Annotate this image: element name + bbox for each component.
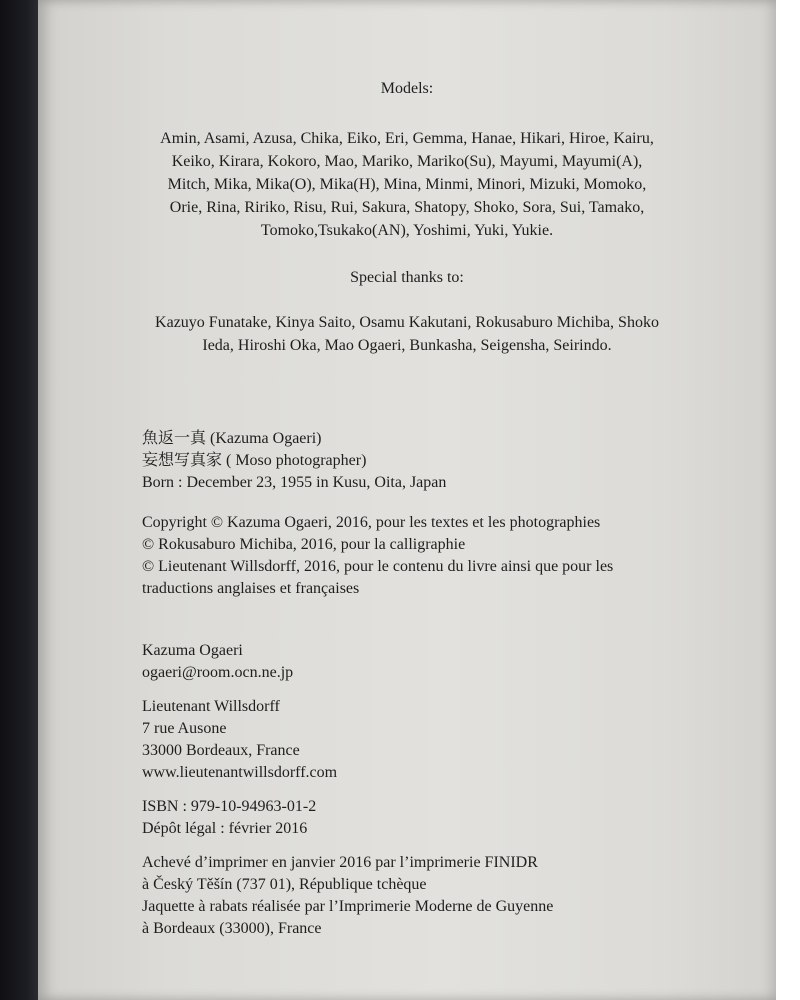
copyright-line: © Lieutenant Willsdorff, 2016, pour le contenu du livre ainsi que pour les xyxy=(142,558,614,575)
publisher-website: www.lieutenantwillsdorff.com xyxy=(142,764,338,781)
publisher-block xyxy=(142,696,337,784)
thanks-heading: Special thanks to: xyxy=(350,269,464,286)
thanks-list xyxy=(38,311,776,357)
copyright-line: traductions anglaises et françaises xyxy=(142,580,360,597)
author-name: 魚返一真 (Kazuma Ogaeri) xyxy=(142,430,322,447)
isbn-number: ISBN : 979-10-94963-01-2 xyxy=(142,798,317,815)
models-heading: Models: xyxy=(380,80,434,97)
copyright-line: Copyright © Kazuma Ogaeri, 2016, pour les textes et les photographies xyxy=(142,514,601,531)
printing-line: Jaquette à rabats réalisée par l’Imprimerie Moderne de Guyenne xyxy=(142,898,554,915)
contact-block xyxy=(142,640,293,684)
author-block xyxy=(142,428,446,494)
printing-line: à Bordeaux (33000), France xyxy=(142,920,322,937)
book-spine-shadow xyxy=(0,0,38,1000)
thanks-line: Kazuyo Funatake, Kinya Saito, Osamu Kakutani, Rokusaburo Michiba, Shoko xyxy=(155,314,659,331)
isbn-block xyxy=(142,796,316,840)
printing-block xyxy=(142,852,553,940)
copyright-line: © Rokusaburo Michiba, 2016, pour la calligraphie xyxy=(142,536,466,553)
background-margin xyxy=(776,0,800,1000)
models-line: Mitch, Mika, Mika(O), Mika(H), Mina, Minmi, Minori, Mizuki, Momoko, xyxy=(167,176,647,193)
book-page xyxy=(38,0,776,1000)
contact-name: Kazuma Ogaeri xyxy=(142,642,243,659)
contact-email: ogaeri@room.ocn.ne.jp xyxy=(142,664,294,681)
author-born: Born : December 23, 1955 in Kusu, Oita, Japan xyxy=(142,474,447,491)
models-line: Orie, Rina, Ririko, Risu, Rui, Sakura, Shatopy, Shoko, Sora, Sui, Tamako, xyxy=(169,199,645,216)
thanks-line: Ieda, Hiroshi Oka, Mao Ogaeri, Bunkasha, Seigensha, Seirindo. xyxy=(202,337,612,354)
author-title: 妄想写真家 ( Moso photographer) xyxy=(142,452,367,469)
models-section xyxy=(38,77,776,100)
printing-line: Achevé d’imprimer en janvier 2016 par l’imprimerie FINIDR xyxy=(142,854,538,871)
models-line: Amin, Asami, Azusa, Chika, Eiko, Eri, Gemma, Hanae, Hikari, Hiroe, Kairu, xyxy=(160,130,654,147)
models-list xyxy=(38,127,776,242)
printing-line: à Český Těšín (737 01), République tchèque xyxy=(142,876,427,893)
publisher-city: 33000 Bordeaux, France xyxy=(142,742,300,759)
publisher-street: 7 rue Ausone xyxy=(142,720,227,737)
models-line: Tomoko,Tsukako(AN), Yoshimi, Yuki, Yukie. xyxy=(260,222,554,239)
copyright-block xyxy=(142,512,613,600)
models-line: Keiko, Kirara, Kokoro, Mao, Mariko, Mariko(Su), Mayumi, Mayumi(A), xyxy=(171,153,643,170)
thanks-section xyxy=(38,266,776,289)
legal-deposit: Dépôt légal : février 2016 xyxy=(142,820,308,837)
publisher-name: Lieutenant Willsdorff xyxy=(142,698,280,715)
